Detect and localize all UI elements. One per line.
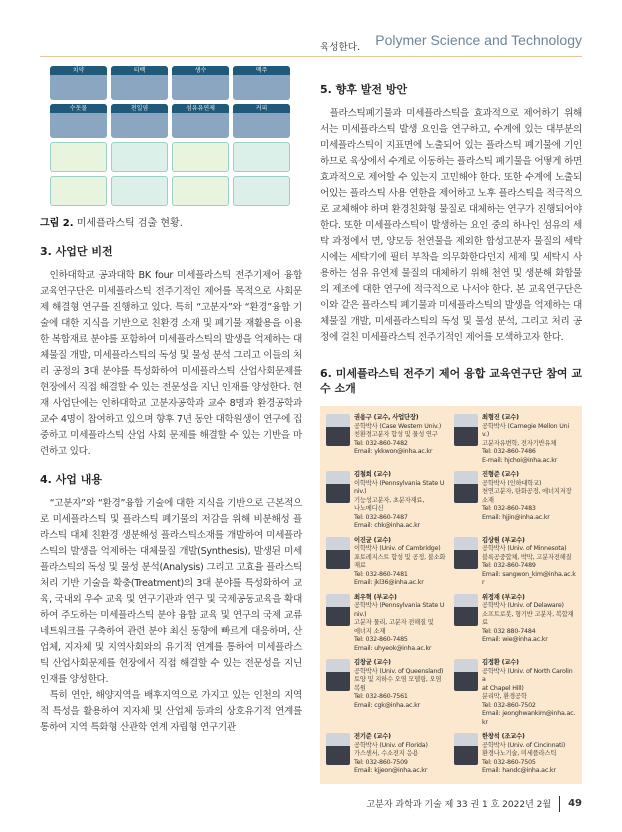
professor-name: 김철희 (교수) [354,471,391,478]
professor-detail: Tel: 032-860-7505 [482,758,536,766]
professor-detail: Email: chk@inha.ac.kr [354,522,420,529]
professor-detail: 공학박사 (Univ. of Minnesota) [482,545,567,552]
professor-photo [454,594,478,626]
professor-photo [326,594,350,626]
professor-info [482,414,576,465]
professor-photo [454,537,478,569]
professor-info [482,537,576,588]
professor-detail: 공학박사 (Univ. of Florida) [354,741,428,749]
professor-list [320,406,582,784]
professor-detail: Tel: 032-860-7561 [354,693,408,700]
professor-name: 김정환 (교수) [482,659,519,666]
food-image [50,176,107,206]
professor-detail: Email: ykkwon@inha.ac.kr [354,448,433,455]
figure-tile: 맥주 [233,66,290,100]
figure-tile: 치약 [50,66,107,100]
professor-card [326,733,448,776]
food-image [233,142,290,172]
professor-info [354,733,448,776]
professor-detail: 공학박사 (Univ. of North Carolina [482,667,573,683]
figure-tile: 섬유유연제 [172,104,229,138]
professor-card [454,414,576,465]
professor-info [482,733,576,776]
professor-detail: Email: cgk@inha.ac.kr [354,701,420,709]
professor-name: 전기준 (교수) [354,733,391,740]
professor-detail: 공학박사 (Carnegie Mellon Univ.) [482,422,570,438]
professor-detail: 공학박사 (Case Western Univ.) [354,422,442,430]
professor-detail: Tel: 032-860-7486 [482,448,536,455]
professor-detail: Email: jeonghwankim@inha.ac.kr [482,710,576,726]
professor-detail: Tel: 032-860-7489 [482,562,536,569]
professor-detail: 분리막, 환경공학 [482,693,527,700]
professor-detail: 이학박사 (Pennsylvania State Univ.) [354,479,445,495]
professor-detail: Tel: 032-860-7485 [354,636,408,643]
section-4-paragraph: 특히 연안, 해양지역을 배후지역으로 가지고 있는 인천의 지역적 특성을 활용하여 지자체 및 산업체 등과의 상호유기적 연계를 통하여 지역 특화형 산관학 연계 자립형 연구기관 [40,690,302,733]
figure-tile: 티백 [111,66,168,100]
professor-info [354,414,448,465]
food-image [172,142,229,172]
figure-tile: 생수 [172,66,229,100]
professor-detail: Email: kjjeon@inha.ac.kr [354,767,428,774]
figure-microplastic-detection [50,66,290,206]
figure-caption: 그림 2. 미세플라스틱 검출 현황. [40,218,183,229]
professor-detail: Email: jkl36@inha.ac.kr [354,579,424,586]
section-4-paragraph: “고분자”와 “환경”융합 기술에 대한 지식을 기반으로 근본적으로 미세플라스틱 및 플라스틱 폐기물의 저감을 위해 비분해성 플라스틱 대체 친환경 생분해성 플라스틱소재를 개발하여 미세플라스틱의 발생을 억제하는 대체물질 개발(Synthesis), 발생된 미세플라스틱의 독성 및 물성 분석(Analysis) 그리고 고효율 플라스틱 처리 기반 기술을 확충(Treatment)의 3대 분야를 특성화하여 교육, 국내외 우수 교육 및 연구기관과 연구 및 국제공동교육을 확대하여 주도하는 미세플라스틱 분야 융합 교육 및 연구의 국제 교류 네트워크를 구축하여 관련 분야 최신 동향에 빠르게 대응하며, 산업체, 지자체 및 지역사회와의 유기적 연계를 통하여 미세플라스틱 산업사회문제를 현장에서 직접 해결할 수 있는 전문성을 지닌 인재를 양성한다. [40,498,302,685]
professor-card [326,659,448,727]
professor-detail: Email: uhyeok@inha.ac.kr [354,644,432,652]
professor-card [454,594,576,654]
section-3-body: 인하대학교 공과대학 BK four 미세플라스틱 전주기제어 융합 교육연구단은 미세플라스틱 전주기적인 제어를 목적으로 사회문제 해결형 연구를 진행하고 있다. 특히 “고분자”와 “환경”융합 기술에 대한 지식을 기반으로 친환경 소재 및 폐기물 재활용을 이용한 복합재료 분야를 포함하여 미세플라스틱의 발생을 억제하는 대체물질 개발, 미세플라스틱의 독성 및 물성 분석 그리고 이들의 처리 공정의 3대 분야를 특성화하여 미세플라스틱 산업사회문제를 현장에서 직접 해결할 수 있는 전문성을 지닌 인재를 양성한다. 현재 사업단에는 인하대학교 고분자공학과 교수 8명과 환경공학과 교수 4명이 참여하고 있으며 향후 7년 동안 대학원생이 연구에 집중하고 미세플라스틱 산업 사회 문제를 해결할 수 있는 기반을 마련하고 있다. [40,270,302,457]
professor-detail: 기능성고분자, 초분자재료, [354,496,425,504]
professor-photo [326,537,350,569]
professor-detail: 재료 [354,562,366,569]
food-image [111,176,168,206]
section-4-title: 4. 사업 내용 [40,473,102,486]
professor-name: 이진균 (교수) [354,536,391,544]
food-image [111,142,168,172]
professor-detail: 친환경고분자 합성 및 물성 연구 [354,431,438,438]
food-image [233,176,290,206]
professor-detail: 공학박사 (인하대학교) [482,479,542,487]
professor-detail: 블록공중합체, 박막, 고분자전해질 [482,553,572,561]
professor-card [326,414,448,465]
professor-name: 최우혁 (부교수) [354,593,397,601]
professor-card [454,659,576,727]
professor-photo [454,471,478,503]
professor-detail: Tel: 032-860-7482 [354,439,408,447]
professor-card [326,594,448,654]
professor-detail: 가스센서, 수소전지 응용 [354,750,419,757]
professor-detail: 이학박사 (Univ. of Cambridge) [354,545,441,552]
professor-detail: 에너지 소재 [354,627,386,635]
continued-text: 육성한다. [320,42,361,53]
professor-name: 진형준 (교수) [482,471,519,478]
right-column [320,40,582,784]
professor-info [354,659,448,727]
professor-detail: 공학박사 (Univ. of Cincinnati) [482,741,566,749]
professor-detail: Email: sangwon_kim@inha.ac.kr [482,570,576,586]
professor-card [454,733,576,776]
professor-info [354,594,448,654]
professor-photo [326,471,350,503]
food-image [172,176,229,206]
professor-detail: 천연고분자, 탄화공정, 에너지저장소재 [482,488,572,504]
page-footer [40,796,582,812]
professor-card [454,537,576,588]
professor-detail: Tel: 032-860-7483 [482,505,536,512]
professor-info [482,471,576,531]
professor-name: 김창균 (교수) [354,659,391,666]
professor-detail: 고분자유변학, 전자기반유체 [482,439,557,447]
professor-photo [454,733,478,765]
professor-name: 최형진 (교수) [482,414,519,421]
section-5-body: 플라스틱폐기물과 미세플라스틱을 효과적으로 제어하기 위해서는 미세플라스틱 발생 요인을 연구하고, 수계에 있는 대부분의 미세플라스틱이 지표면에 노출되어 있는 플라스틱 폐기물에 기인하므로 육상에서 수계로 이동하는 플라스틱 폐기물을 어떻게 하면 효과적으로 제어할 수 있는지 고민해야 한다. 또한 수계에 노출되어있는 플라스틱 사용 연한을 제어하고 노후 플라스틱을 적극적으로 교체해야 하며 환경친화형 물질로 대체하는 연구가 진행되어야 한다. 또한 미세플라스틱이 발생하는 요인 중의 하나인 섬유의 세탁 과정에서 면, 양모등 천연물을 제외한 합성고분자 물질의 세탁 시에는 세탁기에 필터 부착을 의무화한다던지 세제 및 세탁시 사용하는 섬유 유연제 물질의 대체하기 위해 천연 및 생분해 화합물의 제조에 대한 연구에 적극적으로 나서야 한다. 본 교육연구단은 이와 같은 플라스틱 폐기물과 미세플라스틱의 발생을 억제하는 대체물질 개발, 미세플라스틱의 독성 및 물성 분석, 그리고 처리 공정에 걸친 미세플라스틱 전주기적인 제어를 모색하고자 한다. [320,108,582,343]
professor-photo [326,414,350,446]
section-6-title: 6. 미세플라스틱 전주기 제어 융합 교육연구단 참여 교수 소개 [320,367,582,395]
header-divider [40,56,582,57]
professor-detail: 포토레지스트 합성 및 공정, 불소화 [354,553,446,561]
professor-photo [454,659,478,691]
professor-photo [454,414,478,446]
professor-detail: Email: handc@inha.ac.kr [482,767,556,774]
professor-photo [326,659,350,691]
professor-detail: 소프트로봇, 형기반 고분자, 복합재료 [482,610,574,626]
professor-info [482,594,576,654]
professor-detail: 나노메디신 [354,505,384,512]
professor-detail: Tel: 032-860-7481 [354,570,408,578]
section-3-title: 3. 사업단 비전 [40,245,113,258]
professor-info [482,659,576,727]
professor-detail: 토양 및 지하수 오염 모델링, 오염 복원 [354,676,442,692]
footer-divider [559,796,560,812]
page-number: 49 [568,798,582,809]
left-column [40,66,302,736]
professor-detail: Email: wie@inha.ac.kr [482,636,548,643]
figure-tile: 커피 [233,104,290,138]
figure-tile: 수돗물 [50,104,107,138]
professor-detail: E-mail: hjchoi@inha.ac.kr [482,456,558,464]
professor-detail: Email: hjjin@inha.ac.kr [482,513,550,521]
columns [40,40,582,784]
professor-detail: 공학박사 (Univ. of Delaware) [482,602,564,609]
professor-card [326,537,448,588]
professor-photo [326,733,350,765]
figure-tile: 천일염 [111,104,168,138]
professor-detail: 고분자 물리, 고분자 전해질 및 [354,619,434,626]
professor-detail: 공학박사 (Pennsylvania State Univ.) [354,602,445,618]
professor-name: 권용구 (교수, 사업단장) [354,414,419,421]
journal-citation: 고분자 과학과 기술 제 33 권 1 호 2022년 2월 [366,800,552,810]
professor-detail: 환경나노기술, 미세플라스틱 [482,750,557,757]
professor-detail: Tel: 032 880-7484 [482,627,536,635]
professor-card [454,471,576,531]
professor-detail: Tel: 032-860-7487 [354,513,408,521]
professor-detail: at Chapel Hill) [482,684,524,692]
journal-header: Polymer Science and Technology [369,32,582,48]
food-image [50,142,107,172]
section-5-title: 5. 향후 발전 방안 [320,83,408,96]
professor-name: 김상원 (부교수) [482,536,525,544]
professor-detail: Tel: 032-860-7502 [482,701,536,709]
professor-detail: 공학박사 (Univ. of Queensland) [354,667,444,675]
professor-name: 한창석 (조교수) [482,733,525,740]
professor-info [354,471,448,531]
professor-info [354,537,448,588]
professor-detail: Tel: 032-860-7509 [354,758,408,766]
professor-card [326,471,448,531]
professor-name: 위정재 (부교수) [482,593,525,601]
